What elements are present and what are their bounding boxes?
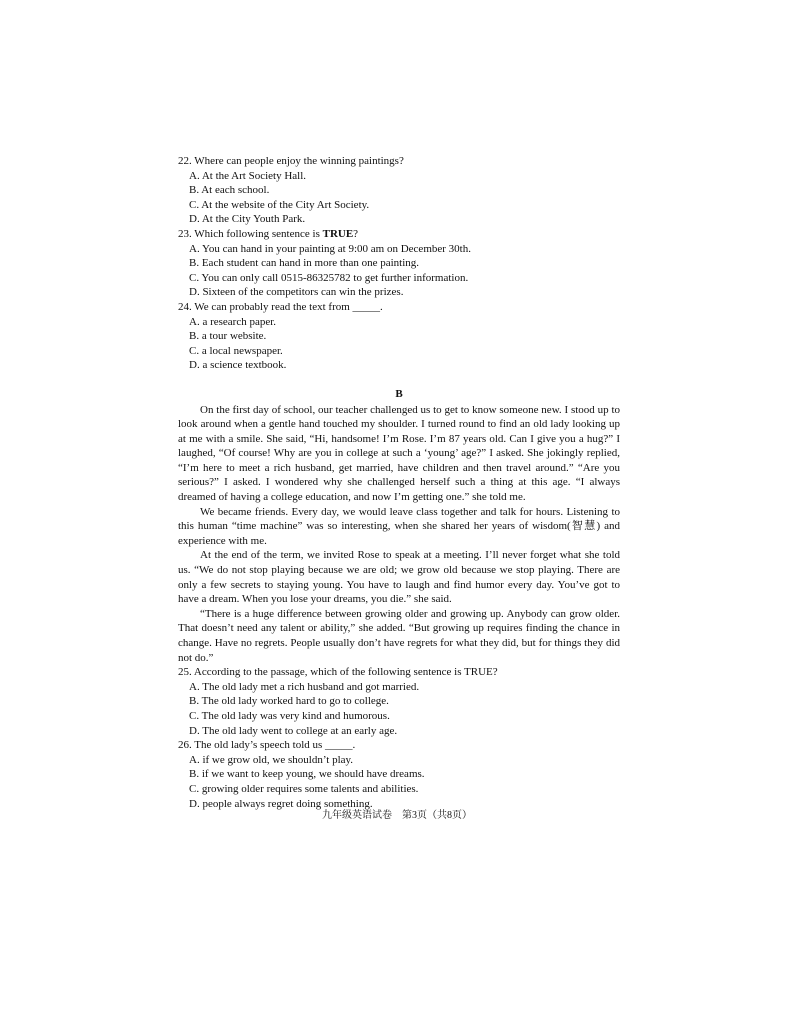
question-26 (178, 738, 620, 811)
option-a: A. if we grow old, we shouldn’t play. (189, 753, 354, 766)
option-d: D. The old lady went to college at an early age. (189, 724, 398, 737)
option-c: C. You can only call 0515-86325782 to get further information. (189, 271, 469, 284)
stem-pre: 23. Which following sentence is (178, 227, 323, 240)
option-d: D. At the City Youth Park. (189, 213, 306, 226)
stem-bold: TRUE (322, 227, 354, 240)
option-c: C. growing older requires some talents and abilities. (189, 782, 419, 795)
question-stem (178, 227, 620, 242)
page-footer: 九年级英语试卷 第3页（共8页） (322, 810, 472, 821)
option-a: A. The old lady met a rich husband and got married. (189, 680, 420, 693)
option-d: D. people always regret doing something. (189, 797, 373, 810)
page-content (178, 154, 620, 811)
passage-paragraph: On the first day of school, our teacher challenged us to get to know someone new. I stood up to look around when a gentle hand touched my shoulder. I turned round to find an old lady looking up at me with a smile. She said, “Hi, handsome! I’m Rose. I’m 87 years old. Can I give you a hug?” I laughed, “Of course! Why are you in college at such a ‘young’ age?” I asked. She jokingly replied, “I’m here to meet a rich husband, get married, have children and then travel around.” “Are you serious?” I asked. I wondered why she challenged herself such a thing at this age. “I always dreamed of having a college education, and now I’m getting one.” she told me. (178, 403, 620, 504)
section-title: B (395, 387, 403, 400)
option-d: D. Sixteen of the competitors can win the prizes. (189, 286, 404, 299)
option-b: B. The old lady worked hard to go to college. (189, 695, 389, 708)
passage-paragraph: At the end of the term, we invited Rose to speak at a meeting. I’ll never forget what she told us. “We do not stop playing because we are old; we grow old because we stop playing. There are only a few secrets to staying young. You have to laugh and find humor every day. You’ve got to have a dream. When you lose your dreams, you die.” she said. (178, 549, 620, 606)
option-a: A. At the Art Society Hall. (189, 169, 307, 182)
question-stem: 25. According to the passage, which of the following sentence is TRUE? (178, 666, 498, 679)
option-a: A. a research paper. (189, 315, 277, 328)
option-c: C. The old lady was very kind and humorous. (189, 709, 390, 722)
stem-post: ? (353, 227, 359, 240)
question-stem: 26. The old lady’s speech told us _____. (178, 739, 356, 752)
passage-paragraph: “There is a huge difference between growing older and growing up. Anybody can grow older. That doesn’t need any talent or ability,” she added. “But growing up requires finding the chance in change. Have no regrets. People usually don’t have regrets for what they did, but for things they did not do.” (178, 607, 620, 664)
question-25 (178, 665, 620, 738)
question-22 (178, 154, 620, 227)
question-stem: 24. We can probably read the text from _____. (178, 300, 383, 313)
option-a: A. You can hand in your painting at 9:00 am on December 30th. (189, 242, 471, 255)
question-stem: 22. Where can people enjoy the winning paintings? (178, 155, 404, 167)
question-24 (178, 300, 620, 373)
option-b: B. a tour website. (189, 330, 267, 343)
option-b: B. Each student can hand in more than one painting. (189, 257, 420, 270)
passage-paragraph: We became friends. Every day, we would leave class together and talk for hours. Listening to this human “time machine” was so interesting, when she shared her years of wisdom(智慧) and experience with me. (178, 505, 620, 547)
option-b: B. At each school. (189, 184, 270, 197)
question-23 (178, 227, 620, 300)
option-d: D. a science textbook. (189, 359, 287, 372)
option-c: C. At the website of the City Art Society. (189, 198, 370, 211)
option-b: B. if we want to keep young, we should have dreams. (189, 768, 425, 781)
option-c: C. a local newspaper. (189, 344, 283, 357)
